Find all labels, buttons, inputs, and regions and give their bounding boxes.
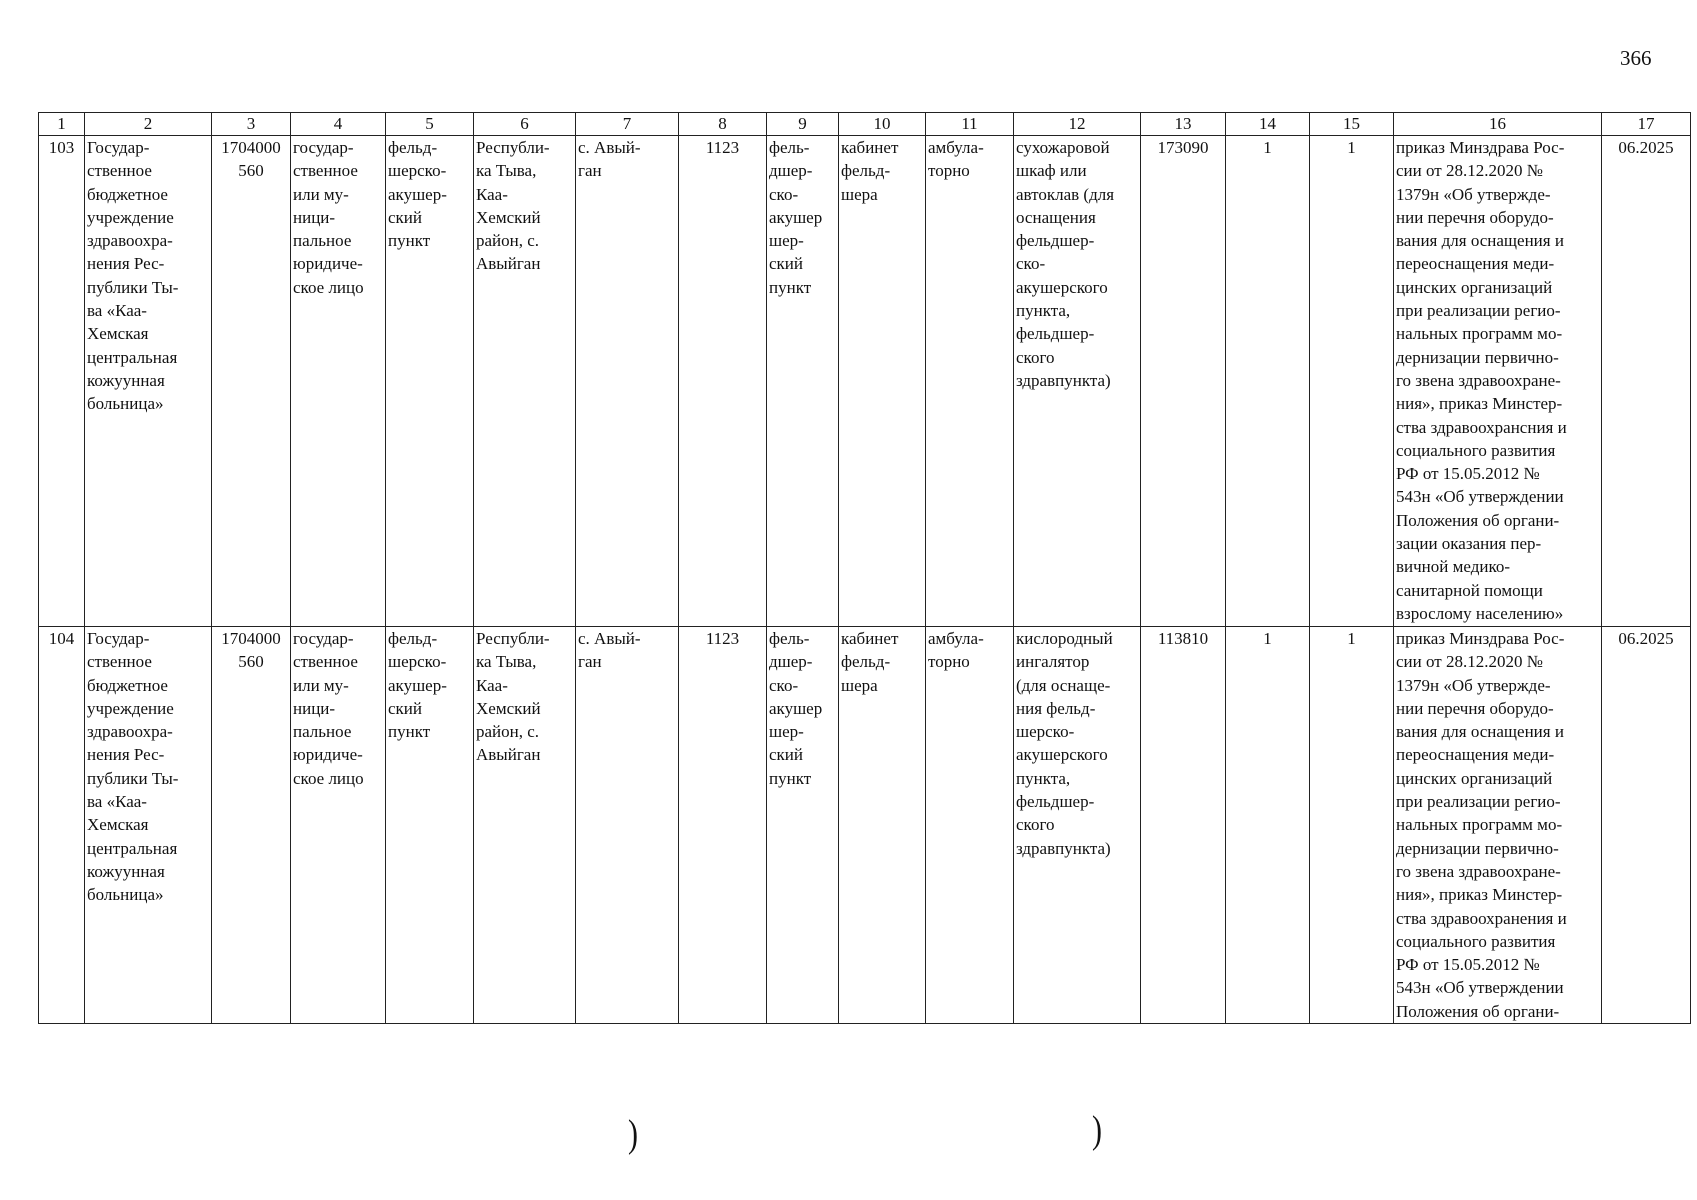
equipment-code: 113810: [1141, 627, 1226, 1024]
table-row: [39, 136, 1691, 627]
quantity-planned: 1: [1310, 136, 1394, 627]
registry-table: [38, 112, 1691, 1024]
deadline: 06.2025: [1602, 627, 1691, 1024]
equipment: сухожаровой шкаф или автоклав (для оснащения фельдшер- ско- акушерского пункта, фельдшер- ского здравпункта): [1014, 136, 1141, 627]
column-header: 11: [926, 113, 1014, 136]
row-number: 104: [39, 627, 85, 1024]
column-header: 15: [1310, 113, 1394, 136]
address: Республи- ка Тыва, Каа- Хемский район, с. Авыйган: [474, 627, 576, 1024]
column-header: 16: [1394, 113, 1602, 136]
column-header: 12: [1014, 113, 1141, 136]
column-header: 17: [1602, 113, 1691, 136]
quantity-planned: 1: [1310, 627, 1394, 1024]
legal-basis: приказ Минздрава Рос- сии от 28.12.2020 № 1379н «Об утвержде- нии перечня оборудо- вания для оснащения и переоснащения меди- цинских организаций при реализации регио- нальных программ мо- дернизации первично- го звена здравоохране- ния», приказ Минстер- ства здравоохрансния и социального развития РФ от 15.05.2012 № 543н «Об утверждении Положения об органи- зации оказания пер- вичной медико- санитарной помощи взрослому населению»: [1394, 136, 1602, 627]
deadline: 06.2025: [1602, 136, 1691, 627]
handwritten-mark: ): [628, 1112, 638, 1156]
legal-basis: приказ Минздрава Рос- сии от 28.12.2020 № 1379н «Об утвержде- нии перечня оборудо- вания для оснащения и переоснащения меди- цинских организаций при реализации регио- нальных программ мо- дернизации первично- го звена здравоохране- ния», приказ Минстер- ства здравоохранения и социального развития РФ от 15.05.2012 № 543н «Об утверждении Положения об органи-: [1394, 627, 1602, 1024]
organization-name: Государ- ственное бюджетное учреждение здравоохра- нения Рес- публики Ты- ва «Каа- Хемская центральная кожуунная больница»: [85, 627, 212, 1024]
settlement: с. Авый- ган: [576, 627, 679, 1024]
organization-code: 1704000 560: [212, 627, 291, 1024]
column-header: 6: [474, 113, 576, 136]
table-row: [39, 627, 1691, 1024]
address: Республи- ка Тыва, Каа- Хемский район, с. Авыйган: [474, 136, 576, 627]
column-header: 13: [1141, 113, 1226, 136]
settlement: с. Авый- ган: [576, 136, 679, 627]
column-header: 5: [386, 113, 474, 136]
facility-type: фельд- шерско- акушер- ский пункт: [386, 627, 474, 1024]
settlement-code: 1123: [679, 136, 767, 627]
unit-type: фель- дшер- ско- акушер шер- ский пункт: [767, 136, 839, 627]
care-condition: амбула- торно: [926, 136, 1014, 627]
settlement-code: 1123: [679, 627, 767, 1024]
room: кабинет фельд- шера: [839, 136, 926, 627]
column-header: 7: [576, 113, 679, 136]
column-header: 14: [1226, 113, 1310, 136]
quantity-required: 1: [1226, 627, 1310, 1024]
column-header: 3: [212, 113, 291, 136]
column-header: 1: [39, 113, 85, 136]
room: кабинет фельд- шера: [839, 627, 926, 1024]
page-number: 366: [1620, 46, 1652, 70]
facility-type: фельд- шерско- акушер- ский пункт: [386, 136, 474, 627]
organization-name: Государ- ственное бюджетное учреждение здравоохра- нения Рес- публики Ты- ва «Каа- Хемская центральная кожуунная больница»: [85, 136, 212, 627]
quantity-required: 1: [1226, 136, 1310, 627]
row-number: 103: [39, 136, 85, 627]
column-header: 10: [839, 113, 926, 136]
legal-form: государ- ственное или му- ници- пальное юридиче- ское лицо: [291, 627, 386, 1024]
column-header: 4: [291, 113, 386, 136]
organization-code: 1704000 560: [212, 136, 291, 627]
handwritten-mark: ): [1092, 1108, 1102, 1152]
column-header: 9: [767, 113, 839, 136]
column-header: 8: [679, 113, 767, 136]
unit-type: фель- дшер- ско- акушер шер- ский пункт: [767, 627, 839, 1024]
care-condition: амбула- торно: [926, 627, 1014, 1024]
column-number-row: [39, 113, 1691, 136]
column-header: 2: [85, 113, 212, 136]
equipment-code: 173090: [1141, 136, 1226, 627]
legal-form: государ- ственное или му- ници- пальное юридиче- ское лицо: [291, 136, 386, 627]
equipment: кислородный ингалятор (для оснаще- ния фельд- шерско- акушерского пункта, фельдшер- ского здравпункта): [1014, 627, 1141, 1024]
